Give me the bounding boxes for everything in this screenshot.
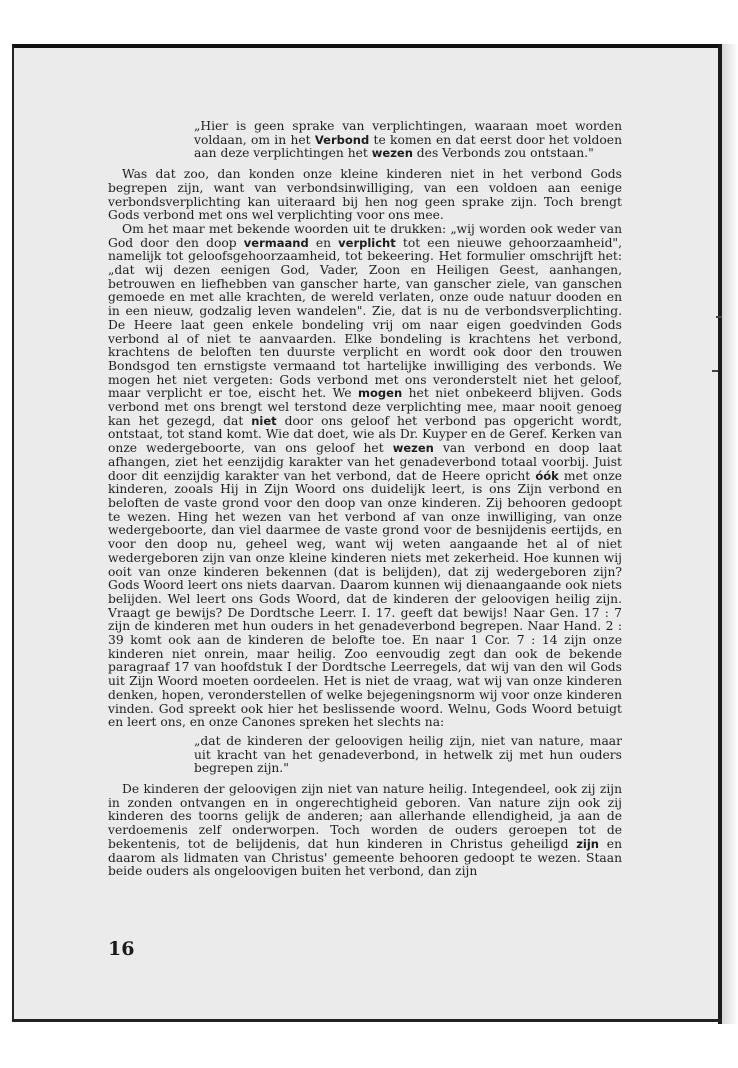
bold-term: mogen xyxy=(358,386,403,401)
paragraph-text: en daarom als lidmaten van Christus' gemeente behooren gedoopt te wezen. Staan beide ouders als ongeloovigen buiten het verbond, dan zijn xyxy=(108,836,622,879)
body-text xyxy=(108,120,622,879)
margin-mark xyxy=(712,370,718,372)
paragraph xyxy=(108,223,622,730)
paragraph-text: en xyxy=(308,235,339,250)
quote-text: „dat de kinderen der geloovigen heilig zijn, niet van nature, maar uit kracht van het genadeverbond, in hetwelk zij met hun ouders begrepen zijn." xyxy=(194,733,622,776)
block-quote xyxy=(194,735,622,776)
bold-term: vermaand xyxy=(243,235,309,250)
quote-text: des Verbonds zou ontstaan." xyxy=(412,146,594,161)
paragraph-text: Om het maar met bekende woorden uit te drukken: „wij worden ook weder van God door den doop xyxy=(108,221,622,250)
paragraph-text: het niet onbekeerd blijven. Gods verbond met ons brengt wel terstond deze verplichting mee, maar nooit genoeg kan het gezegd, dat xyxy=(108,386,622,428)
quote-text: te komen en dat eerst door het voldoen aan deze verplichtingen het xyxy=(194,132,622,161)
bold-term: wezen xyxy=(371,146,413,161)
paragraph-text: door ons geloof het verbond pas opgericht wordt, ontstaat, tot stand komt. Wie dat doet, wie als Dr. Kuyper en de Geref. Kerken van onze wedergeboorte, van ons geloof het xyxy=(108,413,622,456)
margin-mark xyxy=(716,316,722,318)
paragraph xyxy=(108,168,622,223)
page-number: 16 xyxy=(108,938,135,960)
bold-term: verplicht xyxy=(338,235,396,250)
paragraph-text: met onze kinderen, zooals Hij in Zijn Woord ons duidelijk leert, is ons Zijn verbond en beloften de vaste grond voor den doop van onze kinderen. Zij behooren gedoopt te wezen. Hing het wezen van het verbond af van onze inwilliging, van onze wedergeboorte, dan viel daarmee de vaste grond voor de besnijdenis eertijds, en voor den doop nu, geheel weg, want wij weten aangaande het al of niet wedergeboren zijn van onze kleine kinderen niets met zekerheid. Hoe kunnen wij ooit van onze kinderen bekennen (dat is belijden), dat zij wedergeboren zijn? Gods Woord leert ons niets daarvan. Daarom kunnen wij dienaangaande ook niets belijden. Wel leert ons Gods Woord, dat de kinderen der geloovigen heilig zijn. Vraagt ge bewijs? De Dordtsche Leerr. I. 17. geeft dat bewijs! Naar Gen. 17 : 7 zijn de kinderen met hun ouders in het genadeverbond begrepen. Naar Hand. 2 : 39 komt ook aan de kinderen de belofte toe. En naar 1 Cor. 7 : 14 zijn onze kinderen niet onrein, maar heilig. Zoo eenvoudig zegt dan ook de bekende paragraaf 17 van hoofdstuk I der Dordtsche Leerregels, dat wij van den wil Gods uit Zijn Woord moeten oordeelen. Het is niet de vraag, wat wij van onze kinderen denken, hopen, veronderstellen of welke bejegeningsnorm wij voor onze kinderen vinden. God spreekt ook hier het beslissende woord. Welnu, Gods Woord betuigt en leert ons, en onze Canones spreken het slechts na: xyxy=(108,468,622,730)
page-shadow xyxy=(722,44,738,1024)
block-quote xyxy=(194,120,622,161)
bold-term: wezen xyxy=(392,441,434,456)
paragraph xyxy=(108,783,622,879)
paragraph-text: tot een nieuwe gehoorzaamheid", namelijk tot geloofsgehoorzaamheid, tot bekeering. Het formulier omschrijft het: „dat wij dezen eenigen God, Vader, Zoon en Heiligen Geest, aanhangen, betrouwen en liefhebben van ganscher harte, van ganscher ziele, van ganschen gemoede en met alle krachten, de wereld verlaten, onze oude natuur dooden en in een nieuw, godzalig leven wandelen". Zie, dat is nu de verbondsverplichting. De Heere laat geen enkele bondeling vrij om naar eigen goedvinden Gods verbond al of niet te aanvaarden. Elke bondeling is krachtens het verbond, krachtens de beloften ten duurste verplicht en wordt ook door den trouwen Bondsgod ten ernstigste vermaand tot hartelijke inwilliging des verbonds. We mogen het niet vergeten: Gods verbond met ons veronderstelt niet het geloof, maar verplicht er toe, eischt het. We xyxy=(108,235,623,401)
paragraph-text: van verbond en doop laat afhangen, ziet het eenzijdig karakter van het genadeverbond totaal voorbij. Juist door dit eenzijdig karakter van het verbond, dat de Heere opricht xyxy=(108,441,622,483)
paragraph-text: De kinderen der geloovigen zijn niet van nature heilig. Integendeel, ook zij zijn in zonden ontvangen en in ongerechtigheid geboren. Van nature zijn ook zij kinderen des toorns gelijk de anderen; aan allerhande ellendigheid, ja aan de verdoemenis zelf onderworpen. Toch worden de ouders geroepen tot de bekentenis, tot de belijdenis, dat hun kinderen in Christus geheiligd xyxy=(108,782,622,851)
bold-term: niet xyxy=(251,413,277,428)
bold-term: zijn xyxy=(576,836,599,851)
bold-term: Verbond xyxy=(314,132,370,147)
quote-text: „Hier is geen sprake van verplichtingen, waaraan moet worden voldaan, om in het xyxy=(194,119,622,147)
page-edge-bottom xyxy=(12,1019,724,1022)
bold-term: óók xyxy=(535,468,559,483)
paragraph-text: Was dat zoo, dan konden onze kleine kinderen niet in het verbond Gods begrepen zijn, want van verbondsinwilliging, van een voldoen aan eenige verbondsverplichting kan uiteraard bij hen nog geen sprake zijn. Toch brengt Gods verbond met ons wel verplichting voor ons mee. xyxy=(108,167,622,223)
